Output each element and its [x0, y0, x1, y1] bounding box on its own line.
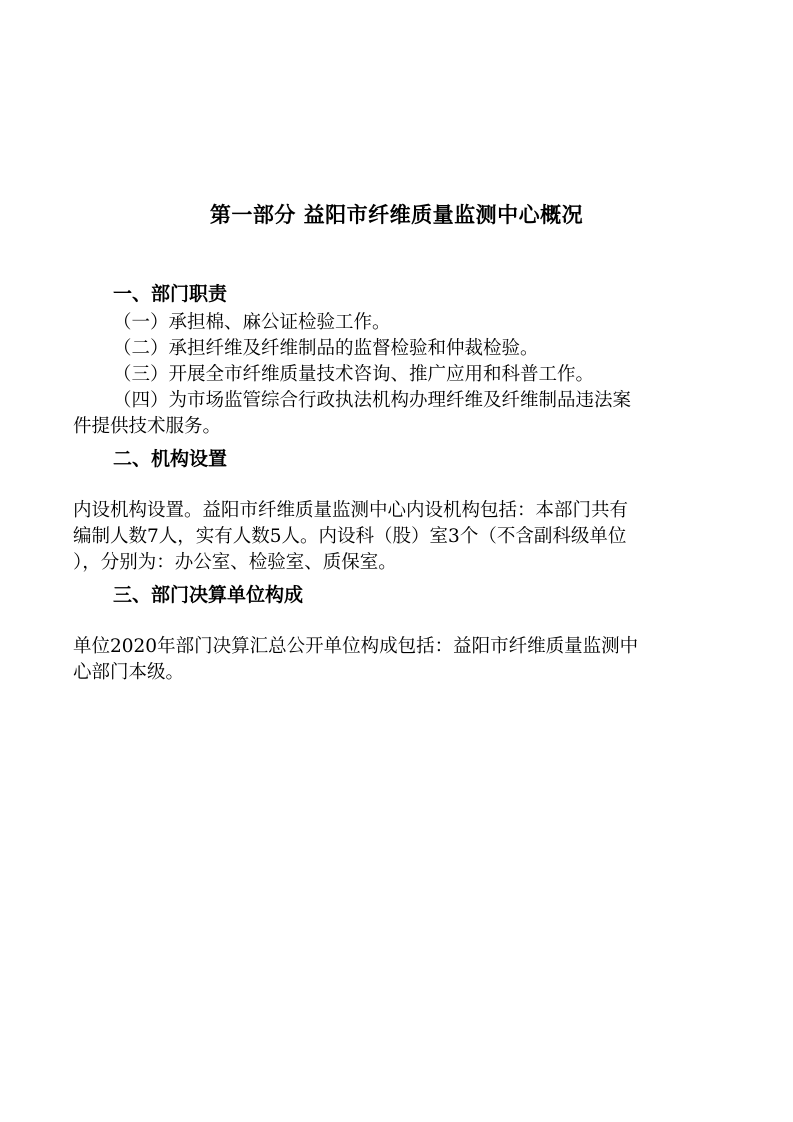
section-heading-units: 三、部门决算单位构成: [113, 584, 304, 606]
units-text-line1: 单位2020年部门决算汇总公开单位构成包括：益阳市纤维质量监测中: [73, 636, 639, 657]
duty-item-2: （二）承担纤维及纤维制品的监督检验和仲裁检验。: [113, 338, 539, 359]
organization-text-line3: ），分别为：办公室、检验室、质保室。: [73, 552, 397, 573]
page-title: 第一部分 益阳市纤维质量监测中心概况: [209, 203, 584, 227]
section-heading-duties: 一、部门职责: [113, 283, 228, 305]
duty-item-4-line1: （四）为市场监管综合行政执法机构办理纤维及纤维制品违法案: [113, 390, 632, 411]
organization-text-line1: 内设机构设置。益阳市纤维质量监测中心内设机构包括：本部门共有: [73, 500, 629, 521]
units-text-line2: 心部门本级。: [73, 662, 185, 683]
organization-text-line2: 编制人数7人，实有人数5人。内设科（股）室3个（不含副科级单位: [73, 526, 627, 547]
section-heading-organization: 二、机构设置: [113, 448, 228, 470]
duty-item-3: （三）开展全市纤维质量技术咨询、推广应用和科普工作。: [113, 364, 595, 385]
duty-item-4-line2: 件提供技术服务。: [73, 416, 222, 437]
duty-item-1: （一）承担棉、麻公证检验工作。: [113, 312, 391, 333]
